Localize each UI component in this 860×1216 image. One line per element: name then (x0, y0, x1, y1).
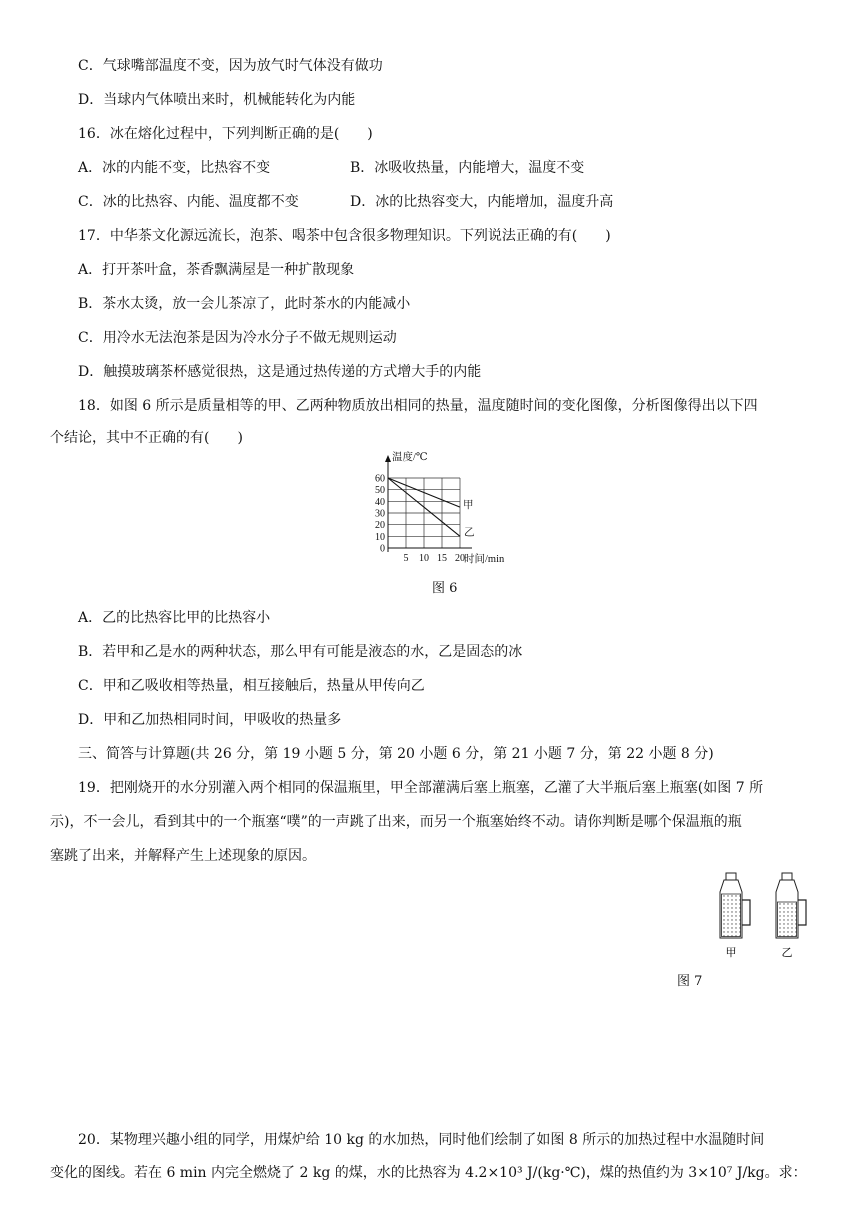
q19-stem-line1: 19．把刚烧开的水分别灌入两个相同的保温瓶里，甲全部灌满后塞上瓶塞，乙灌了大半瓶后塞上瓶塞(如图 7 所 (78, 780, 764, 796)
q17-option-b: B．茶水太烫，放一会儿茶凉了，此时茶水的内能减小 (78, 296, 411, 312)
figure-7-bottles (710, 870, 830, 962)
q19-stem-line2: 示)，不一会儿，看到其中的一个瓶塞“噗”的一声跳了出来，而另一个瓶塞始终不动。请你判断是哪个保温瓶的瓶 (50, 814, 742, 830)
q16-stem: 16．冰在熔化过程中，下列判断正确的是( ) (78, 126, 373, 142)
q18-option-b: B．若甲和乙是水的两种状态，那么甲有可能是液态的水，乙是固态的冰 (78, 644, 523, 660)
q15-option-c: C．气球嘴部温度不变，因为放气时气体没有做功 (78, 58, 383, 74)
q16-option-b: B．冰吸收热量，内能增大，温度不变 (350, 160, 585, 176)
x-tick-label: 20 (455, 553, 465, 564)
figure-6-chart (355, 450, 555, 575)
q17-option-a: A．打开茶叶盒，茶香飘满屋是一种扩散现象 (78, 262, 355, 278)
y-tick-label: 30 (375, 508, 385, 520)
y-tick-label: 10 (375, 531, 385, 543)
q20-stem-line1: 20．某物理兴趣小组的同学，用煤炉给 10 kg 的水加热，同时他们绘制了如图 8 所示的加热过程中水温随时间 (78, 1132, 765, 1148)
thermos-yi-icon (776, 873, 806, 938)
q18-option-c: C．甲和乙吸收相等热量，相互接触后，热量从甲传向乙 (78, 678, 425, 694)
chart-axes (385, 455, 472, 552)
q16-option-a: A．冰的内能不变，比热容不变 (78, 160, 271, 176)
y-tick-label: 40 (375, 496, 385, 508)
x-tick-label: 5 (403, 553, 409, 564)
q18-stem-line2: 个结论，其中不正确的有( ) (50, 430, 243, 446)
figure-7-caption: 图 7 (677, 974, 703, 989)
series-label-yi: 乙 (464, 527, 475, 539)
bottle-yi-label: 乙 (781, 947, 793, 959)
x-tick-label: 10 (419, 553, 429, 564)
y-axis-arrow (385, 455, 391, 462)
figure-6-caption: 图 6 (432, 581, 458, 596)
q20-stem-line2: 变化的图线。若在 6 min 内完全燃烧了 2 kg 的煤，水的比热容为 4.2×10³ J/(kg·℃)，煤的热值约为 3×10⁷ J/kg。求： (50, 1165, 807, 1181)
q15-option-d: D．当球内气体喷出来时，机械能转化为内能 (78, 92, 356, 108)
q18-option-a: A．乙的比热容比甲的比热容小 (78, 610, 271, 626)
chart-grid (388, 478, 460, 548)
y-tick-label: 0 (380, 543, 385, 555)
y-tick-label: 50 (375, 485, 385, 497)
y-axis-label: 温度/℃ (392, 452, 428, 463)
q19-stem-line3: 塞跳了出来，并解释产生上述现象的原因。 (50, 848, 316, 864)
series-label-jia: 甲 (463, 500, 474, 512)
q17-option-c: C．用冷水无法泡茶是因为冷水分子不做无规则运动 (78, 330, 397, 346)
thermos-jia-icon (720, 873, 750, 938)
x-axis-label: 时间/min (464, 554, 505, 565)
y-tick-label: 20 (375, 520, 385, 532)
q17-stem: 17．中华茶文化源远流长，泡茶、喝茶中包含很多物理知识。下列说法正确的有( ) (78, 228, 611, 244)
x-tick-label: 15 (437, 553, 447, 564)
q18-stem-line1: 18．如图 6 所示是质量相等的甲、乙两种物质放出相同的热量，温度随时间的变化图像，分析图像得出以下四 (78, 398, 758, 414)
section-3-heading: 三、简答与计算题(共 26 分，第 19 小题 5 分，第 20 小题 6 分，第 21 小题 7 分，第 22 小题 8 分) (78, 746, 714, 762)
q16-option-c: C．冰的比热容、内能、温度都不变 (78, 194, 299, 210)
q16-option-d: D．冰的比热容变大，内能增加，温度升高 (350, 194, 614, 210)
y-tick-label: 60 (375, 473, 385, 485)
bottle-jia-label: 甲 (725, 947, 737, 959)
q17-option-d: D．触摸玻璃茶杯感觉很热，这是通过热传递的方式增大手的内能 (78, 364, 482, 380)
q18-option-d: D．甲和乙加热相同时间，甲吸收的热量多 (78, 712, 342, 728)
